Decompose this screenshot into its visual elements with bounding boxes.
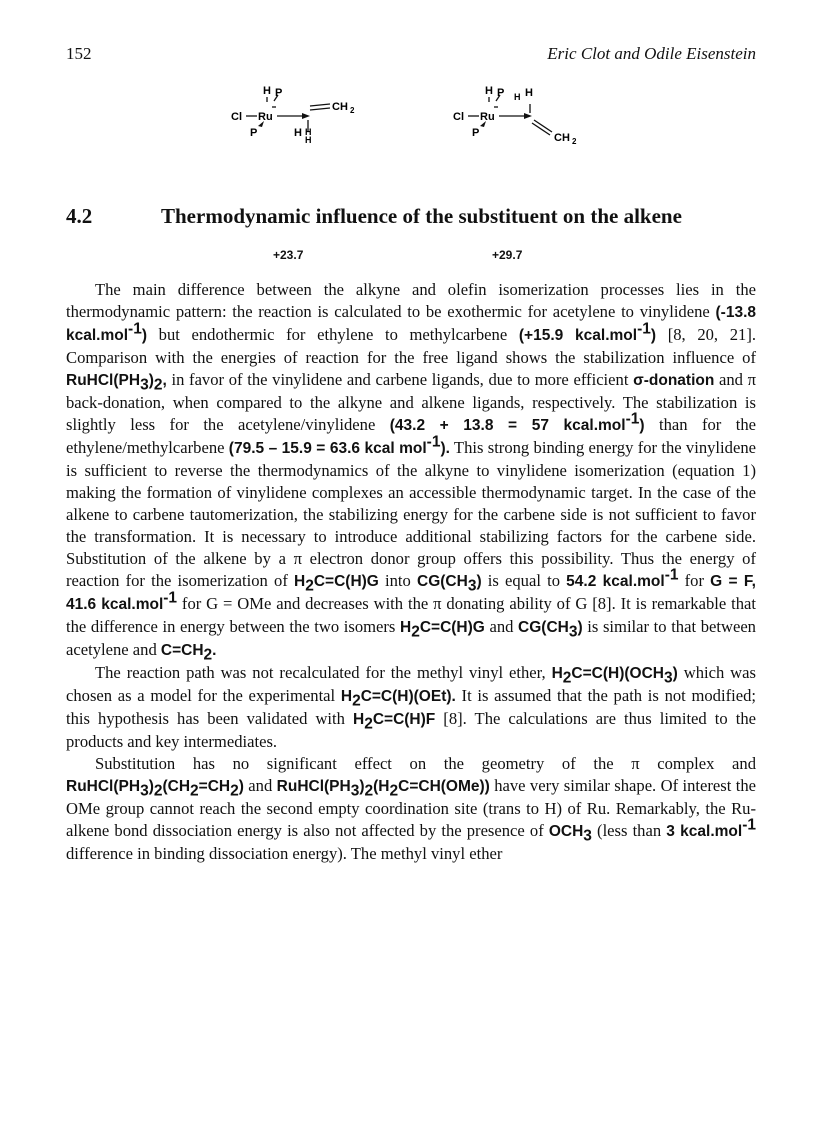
s2-atom-ch-sub: 2	[572, 137, 577, 146]
text-run: difference in binding dissociation energy). The methyl vinyl ether	[66, 844, 503, 863]
formula-subscript: 2	[153, 376, 163, 394]
formula-run: )	[639, 417, 645, 434]
paragraph-1	[66, 279, 756, 662]
s1-atom-h-2: H	[305, 127, 312, 137]
formula-run: H	[353, 711, 365, 728]
formula-run: (H	[373, 778, 390, 795]
text-run: (less than	[591, 821, 667, 840]
s1-atom-p-bottom: P	[250, 127, 258, 139]
s2-atom-h-1: H	[514, 92, 521, 102]
formula-run: C=C(H)G	[419, 619, 485, 636]
text-run: [8, 20, 21]. Comparison with the energies of reaction for the free ligand shows the stabilization influence of	[66, 325, 757, 367]
formula-run: C=CH	[160, 642, 204, 659]
formula-run: C=C(H)F	[372, 711, 436, 728]
s1-atom-h-top: H	[263, 85, 271, 97]
s2-atom-ru: Ru	[480, 111, 495, 123]
formula-run: 3 kcal.mol	[666, 823, 743, 840]
running-title: Eric Clot and Odile Eisenstein	[547, 44, 756, 63]
formula-run: H	[340, 688, 353, 705]
formula-subscript: 2	[305, 577, 314, 595]
text-run: for	[678, 571, 711, 590]
text-run: for G = OMe and decreases with the π donating ability of G [8]. It is remarkable that the difference in energy between the two isomers	[66, 594, 756, 636]
s2-atom-h-top: H	[485, 85, 493, 97]
s2-atom-cl: Cl	[453, 111, 464, 123]
s2-atom-ch: CH	[554, 132, 570, 144]
formula-subscript: 2	[389, 782, 399, 800]
formula-subscript: 3	[467, 577, 477, 595]
formula-run: )	[650, 327, 657, 344]
formula-run: RuHCl(PH	[66, 778, 141, 795]
structure-1-energy: +23.7	[273, 248, 304, 262]
section-title: Thermodynamic influence of the substituent on the alkene	[161, 204, 682, 228]
s1-atom-p-top: P	[275, 87, 283, 99]
text-run: which was chosen as a model for the experimental	[66, 663, 756, 705]
text-run: than for the ethylene/methylcarbene	[66, 415, 757, 457]
s1-atom-ru: Ru	[258, 111, 273, 123]
formula-subscript: 3	[663, 669, 673, 687]
text-run: It is assumed that the path is not modified; this hypothesis has been validated with	[66, 686, 756, 728]
formula-run: )	[148, 778, 154, 795]
formula-run: C=C(H)G	[313, 573, 379, 590]
formula-subscript: 3	[568, 623, 578, 641]
s1-atom-ch-sub: 2	[350, 106, 355, 115]
formula-run: H	[551, 665, 563, 682]
s1-atom-h-3: H	[305, 135, 312, 145]
text-run: is equal to	[481, 571, 567, 590]
text-run: The reaction path was not recalculated for the methyl vinyl ether,	[95, 663, 552, 682]
section-number: 4.2	[66, 204, 93, 228]
text-run: The main difference between the alkyne and olefin isomerization processes lies in the thermodynamic pattern: the reaction is calculated to be exothermic for acetylene to vinylidene	[66, 280, 756, 321]
formula-subscript: 2	[153, 782, 163, 800]
text-run: and π back-donation, when compared to the alkyne and alkene ligands, respectively. The stabilization is slightly less for the acetylene/vinylidene	[66, 370, 757, 434]
formula-run: CG(CH	[417, 573, 468, 590]
formula-run: )	[141, 327, 147, 344]
formula-run: (CH	[162, 778, 191, 795]
formula-run: C=C(H)(OEt).	[360, 688, 456, 705]
formula-run: CG(CH	[518, 619, 569, 636]
formula-subscript: 2	[364, 782, 374, 800]
formula-run: )	[148, 372, 154, 389]
formula-subscript: 3	[140, 782, 149, 800]
text-run: is similar to that between acetylene and	[66, 617, 756, 659]
formula-superscript: -1	[664, 566, 679, 584]
formula-run: RuHCl(PH	[276, 778, 351, 795]
formula-run: (79.5 – 15.9 = 63.6 kcal mol	[228, 440, 427, 457]
s2-atom-h-2: H	[525, 87, 533, 99]
formula-superscript: -1	[742, 816, 756, 834]
formula-superscript: -1	[163, 589, 178, 607]
structure-2-drawing	[450, 80, 610, 160]
formula-run: C=C(H)(OCH	[571, 665, 664, 682]
formula-superscript: -1	[128, 320, 142, 338]
formula-run: )	[359, 778, 365, 795]
formula-run: (-13.8 kcal.mol	[66, 304, 756, 344]
page-header	[66, 44, 756, 66]
formula-run: ,	[162, 372, 167, 389]
text-run: Substitution has no significant effect on the geometry of the π complex and	[95, 754, 756, 773]
text-run: in favor of the vinylidene and carbene ligands, due to more efficient	[166, 370, 634, 389]
s1-atom-h-1: H	[294, 127, 302, 139]
formula-run: )	[672, 665, 678, 682]
formula-run: H	[400, 619, 412, 636]
formula-subscript: 3	[583, 827, 592, 845]
formula-run: (+15.9 kcal.mol	[518, 327, 638, 344]
formula-superscript: -1	[426, 433, 441, 451]
structure-1	[228, 80, 388, 165]
page-number: 152	[66, 44, 92, 63]
formula-subscript: 2	[411, 623, 420, 641]
formula-subscript: 2	[562, 669, 572, 687]
s1-atom-cl: Cl	[231, 111, 242, 123]
s2-atom-p-bottom: P	[472, 127, 480, 139]
formula-run: H	[294, 573, 306, 590]
formula-run: RuHCl(PH	[66, 372, 141, 389]
formula-superscript: -1	[637, 320, 651, 338]
formula-run: C=CH(OMe))	[398, 778, 490, 795]
formula-run: σ-donation	[633, 372, 715, 389]
formula-subscript: 2	[203, 646, 213, 664]
text-run: [8]. The calculations are thus limited to the products and key intermediates.	[66, 709, 756, 751]
formula-run: )	[238, 778, 244, 795]
text-run: into	[378, 571, 417, 590]
formula-run: G = F, 41.6 kcal.mol	[66, 573, 756, 613]
formula-run: )	[476, 573, 482, 590]
formula-run: (43.2 + 13.8 = 57 kcal.mol	[389, 417, 626, 434]
formula-subscript: 2	[230, 782, 239, 800]
paragraph-3	[66, 753, 756, 865]
formula-subscript: 3	[140, 376, 149, 394]
s2-atom-p-top: P	[497, 87, 505, 99]
formula-run: =CH	[198, 778, 231, 795]
formula-subscript: 2	[190, 782, 199, 800]
formula-run: )	[577, 619, 583, 636]
formula-subscript: 2	[352, 692, 361, 710]
structure-2-energy: +29.7	[492, 248, 523, 262]
formula-superscript: -1	[625, 410, 640, 428]
paragraph-2	[66, 662, 756, 753]
structure-2	[450, 80, 610, 165]
formula-subscript: 2	[364, 715, 373, 733]
body-text	[66, 279, 756, 865]
text-run: have very similar shape. Of interest the OMe group cannot reach the second empty coordination site (trans to H) of Ru. Remarkably, the Ru-alkene bond dissociation energy is also not affected by the presence of	[66, 776, 756, 840]
structure-1-drawing	[228, 80, 388, 160]
text-run: This strong binding energy for the vinylidene is sufficient to reverse the thermodynamics of the alkyne to vinylidene isomerization (equation 1) making the formation of vinylidene complexes an accessible thermodynamic target. In the case of the alkene to carbene tautomerization, the stabilizing energy for the carbene side is not sufficient to favor the transformation. It is necessary to introduce additional stabilizing factors for the carbene side. Substitution of the alkene by a π electron donor group offers this possibility. Thus the energy of reaction for the isomerization of	[66, 438, 756, 590]
formula-run: 54.2 kcal.mol	[566, 573, 665, 590]
text-run: and	[484, 617, 519, 636]
text-run: and	[243, 776, 277, 795]
text-run: but endothermic for ethylene to methylcarbene	[147, 325, 519, 344]
formula-run: OCH	[548, 823, 584, 840]
formula-run: ).	[440, 440, 450, 457]
formula-subscript: 3	[350, 782, 360, 800]
formula-run: .	[212, 642, 217, 659]
s1-atom-ch: CH	[332, 101, 348, 113]
